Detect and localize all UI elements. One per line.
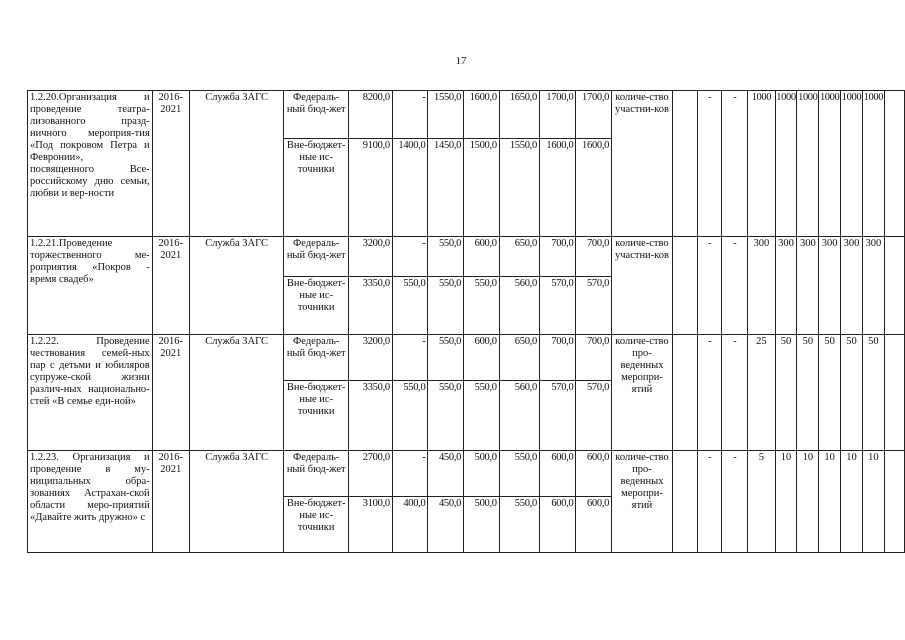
amount-2017: 550,0 — [428, 335, 464, 381]
target-value — [672, 91, 698, 237]
target-value — [672, 335, 698, 451]
period: 2016-2021 — [152, 451, 189, 553]
target-value: - — [722, 451, 748, 553]
period: 2016-2021 — [152, 237, 189, 335]
target-value: 50 — [841, 335, 863, 451]
target-value — [672, 237, 698, 335]
target-value: 300 — [797, 237, 819, 335]
target-value: - — [698, 91, 722, 237]
amount-2017: 1550,0 — [428, 91, 464, 139]
target-value: 1000 — [748, 91, 775, 237]
target-value: 10 — [841, 451, 863, 553]
target-value: 50 — [775, 335, 797, 451]
target-value: - — [722, 335, 748, 451]
amount-total: 9100,0 — [349, 139, 393, 237]
table-row — [28, 451, 905, 497]
amount-2021: 1700,0 — [576, 91, 612, 139]
target-value: 300 — [841, 237, 863, 335]
target-value: 25 — [748, 335, 775, 451]
amount-2018: 500,0 — [464, 451, 500, 497]
amount-2017: 550,0 — [428, 381, 464, 451]
amount-total: 3200,0 — [349, 237, 393, 277]
amount-2017: 550,0 — [428, 237, 464, 277]
period: 2016-2021 — [152, 335, 189, 451]
amount-2018: 500,0 — [464, 497, 500, 553]
amount-2016: 1400,0 — [392, 139, 428, 237]
amount-2021: 570,0 — [576, 381, 612, 451]
target-value — [884, 335, 904, 451]
target-value: - — [722, 237, 748, 335]
amount-2020: 570,0 — [539, 381, 576, 451]
indicator: количе-ство про-веденных меропри-ятий — [612, 451, 673, 553]
amount-total: 3100,0 — [349, 497, 393, 553]
source-label: Вне-бюджет-ные ис-точники — [284, 277, 349, 335]
amount-2017: 1450,0 — [428, 139, 464, 237]
executor: Служба ЗАГС — [189, 91, 283, 237]
source-label: Вне-бюджет-ные ис-точники — [284, 139, 349, 237]
amount-2019: 650,0 — [499, 335, 539, 381]
target-value: - — [698, 335, 722, 451]
target-value: 1000 — [862, 91, 884, 237]
target-value: 10 — [775, 451, 797, 553]
target-value: 50 — [819, 335, 841, 451]
amount-2016: 550,0 — [392, 277, 428, 335]
amount-total: 8200,0 — [349, 91, 393, 139]
table-row — [28, 237, 905, 277]
target-value: - — [722, 91, 748, 237]
indicator: количе-ство участни-ков — [612, 237, 673, 335]
amount-2020: 600,0 — [539, 497, 576, 553]
amount-2020: 600,0 — [539, 451, 576, 497]
target-value: - — [698, 451, 722, 553]
amount-2018: 1500,0 — [464, 139, 500, 237]
amount-2017: 550,0 — [428, 277, 464, 335]
amount-total: 2700,0 — [349, 451, 393, 497]
amount-2019: 1550,0 — [499, 139, 539, 237]
period: 2016-2021 — [152, 91, 189, 237]
target-value: - — [698, 237, 722, 335]
source-label: Федераль-ный бюд-жет — [284, 237, 349, 277]
amount-total: 3350,0 — [349, 381, 393, 451]
target-value: 1000 — [775, 91, 797, 237]
amount-2021: 1600,0 — [576, 139, 612, 237]
amount-2018: 550,0 — [464, 277, 500, 335]
source-label: Федераль-ный бюд-жет — [284, 91, 349, 139]
table-row — [28, 91, 905, 139]
source-label: Федераль-ный бюд-жет — [284, 451, 349, 497]
measure-name: 1.2.20.Организация и проведение театра-лизованного празд-ничного мероприя-тия «Под покровом Петра и Февронии», посвященного Все-российскому дню семьи, любви и вер-ности — [28, 91, 153, 237]
page-number: 17 — [455, 55, 467, 67]
indicator: количе-ство про-веденных меропри-ятий — [612, 335, 673, 451]
source-label: Федераль-ный бюд-жет — [284, 335, 349, 381]
measure-name: 1.2.22. Проведение чествования семей-ных пар с детьми и юбиляров супруже-ской жизни различ-ных национально-стей «В семье еди-ной» — [28, 335, 153, 451]
executor: Служба ЗАГС — [189, 451, 283, 553]
amount-2020: 700,0 — [539, 237, 576, 277]
source-label: Вне-бюджет-ные ис-точники — [284, 497, 349, 553]
amount-2020: 570,0 — [539, 277, 576, 335]
amount-2016: - — [392, 237, 428, 277]
executor: Служба ЗАГС — [189, 335, 283, 451]
amount-2017: 450,0 — [428, 451, 464, 497]
target-value: 1000 — [819, 91, 841, 237]
amount-2019: 550,0 — [499, 451, 539, 497]
program-table — [27, 90, 905, 553]
target-value — [672, 451, 698, 553]
amount-2016: - — [392, 91, 428, 139]
indicator: количе-ство участни-ков — [612, 91, 673, 237]
target-value: 10 — [862, 451, 884, 553]
amount-2020: 700,0 — [539, 335, 576, 381]
amount-2021: 600,0 — [576, 451, 612, 497]
amount-total: 3200,0 — [349, 335, 393, 381]
amount-2021: 570,0 — [576, 277, 612, 335]
amount-2018: 1600,0 — [464, 91, 500, 139]
target-value: 10 — [819, 451, 841, 553]
target-value: 5 — [748, 451, 775, 553]
amount-2018: 600,0 — [464, 237, 500, 277]
amount-2016: 400,0 — [392, 497, 428, 553]
target-value — [884, 91, 904, 237]
amount-2019: 550,0 — [499, 497, 539, 553]
amount-2020: 1700,0 — [539, 91, 576, 139]
amount-2021: 600,0 — [576, 497, 612, 553]
measure-name: 1.2.21.Проведение торжественного ме-роприятия «Покров - время свадеб» — [28, 237, 153, 335]
amount-2021: 700,0 — [576, 237, 612, 277]
target-value — [884, 237, 904, 335]
amount-2016: - — [392, 335, 428, 381]
target-value: 300 — [748, 237, 775, 335]
amount-2016: 550,0 — [392, 381, 428, 451]
target-value: 300 — [819, 237, 841, 335]
amount-2019: 1650,0 — [499, 91, 539, 139]
target-value: 300 — [775, 237, 797, 335]
target-value: 10 — [797, 451, 819, 553]
target-value: 300 — [862, 237, 884, 335]
target-value: 50 — [797, 335, 819, 451]
amount-2018: 600,0 — [464, 335, 500, 381]
amount-2017: 450,0 — [428, 497, 464, 553]
amount-2019: 560,0 — [499, 277, 539, 335]
target-value: 1000 — [797, 91, 819, 237]
executor: Служба ЗАГС — [189, 237, 283, 335]
target-value: 50 — [862, 335, 884, 451]
measure-name: 1.2.23. Организация и проведение в му-ниципальных обра-зованиях Астрахан-ской области меро-приятий «Давайте жить дружно» с — [28, 451, 153, 553]
target-value — [884, 451, 904, 553]
amount-2021: 700,0 — [576, 335, 612, 381]
target-value: 1000 — [841, 91, 863, 237]
amount-total: 3350,0 — [349, 277, 393, 335]
amount-2020: 1600,0 — [539, 139, 576, 237]
table-row — [28, 335, 905, 381]
amount-2019: 560,0 — [499, 381, 539, 451]
source-label: Вне-бюджет-ные ис-точники — [284, 381, 349, 451]
amount-2018: 550,0 — [464, 381, 500, 451]
amount-2019: 650,0 — [499, 237, 539, 277]
amount-2016: - — [392, 451, 428, 497]
